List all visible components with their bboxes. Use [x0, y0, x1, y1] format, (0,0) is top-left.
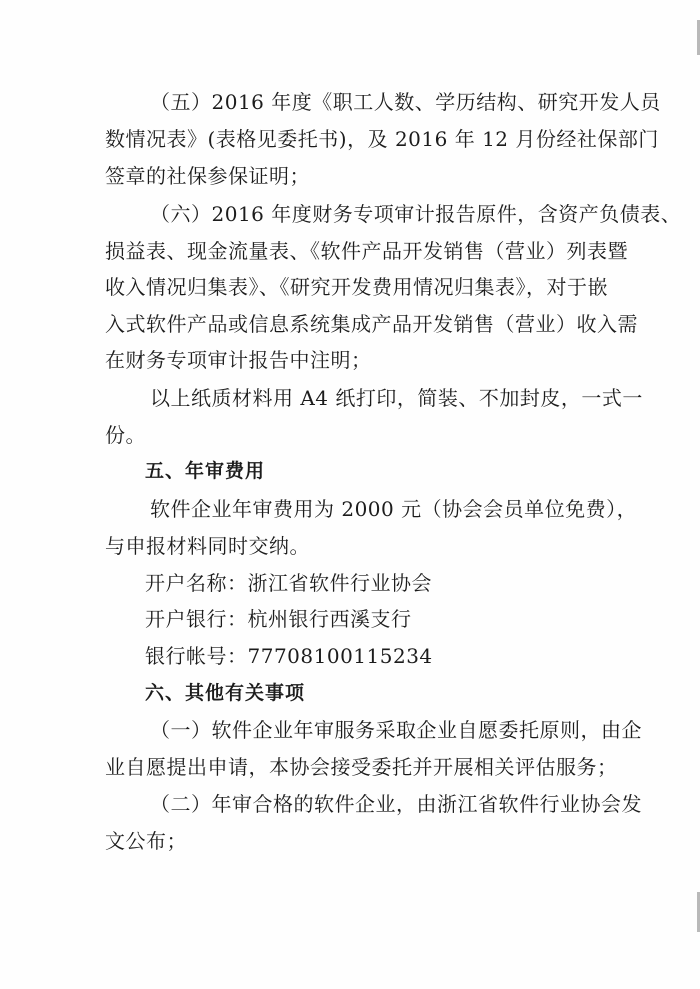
paragraph-line: 签章的社保参保证明；: [105, 164, 310, 188]
paragraph-line: （六）2016 年度财务专项审计报告原件，含资产负债表、: [150, 202, 682, 226]
paragraph-line: 以上纸质材料用 A4 纸打印，简装、不加封皮，一式一: [150, 386, 643, 410]
paragraph-line: （二）年审合格的软件企业，由浙江省软件行业协会发: [150, 792, 642, 816]
account-name-line: 开户名称：浙江省软件行业协会: [145, 571, 432, 595]
paragraph-line: 份。: [105, 423, 146, 447]
paragraph-line: 数情况表》(表格见委托书)，及 2016 年 12 月份经社保部门: [105, 127, 659, 151]
bank-name-line: 开户银行：杭州银行西溪支行: [145, 607, 412, 631]
paragraph-line: 收入情况归集表》、《研究开发费用情况归集表》，对于嵌: [105, 275, 608, 299]
paragraph-line: 与申报材料同时交纳。: [105, 534, 310, 558]
section-heading: 五、年审费用: [145, 460, 266, 482]
account-number-line: 银行帐号：77708100115234: [145, 644, 433, 668]
paragraph-line: 在财务专项审计报告中注明；: [105, 348, 372, 372]
paragraph-line: 入式软件产品或信息系统集成产品开发销售（营业）收入需: [105, 312, 638, 336]
paragraph-line: 软件企业年审费用为 2000 元（协会会员单位免费），: [150, 497, 638, 521]
paragraph-line: （一）软件企业年审服务采取企业自愿委托原则，由企: [150, 718, 642, 742]
paragraph-line: （五）2016 年度《职工人数、学历结构、研究开发人员: [150, 90, 661, 114]
section-heading: 六、其他有关事项: [145, 682, 306, 704]
paragraph-line: 业自愿提出申请，本协会接受委托并开展相关评估服务；: [105, 755, 618, 779]
paragraph-line: 损益表、现金流量表、《软件产品开发销售（营业）列表暨: [105, 239, 628, 263]
paragraph-line: 文公布；: [105, 829, 187, 853]
